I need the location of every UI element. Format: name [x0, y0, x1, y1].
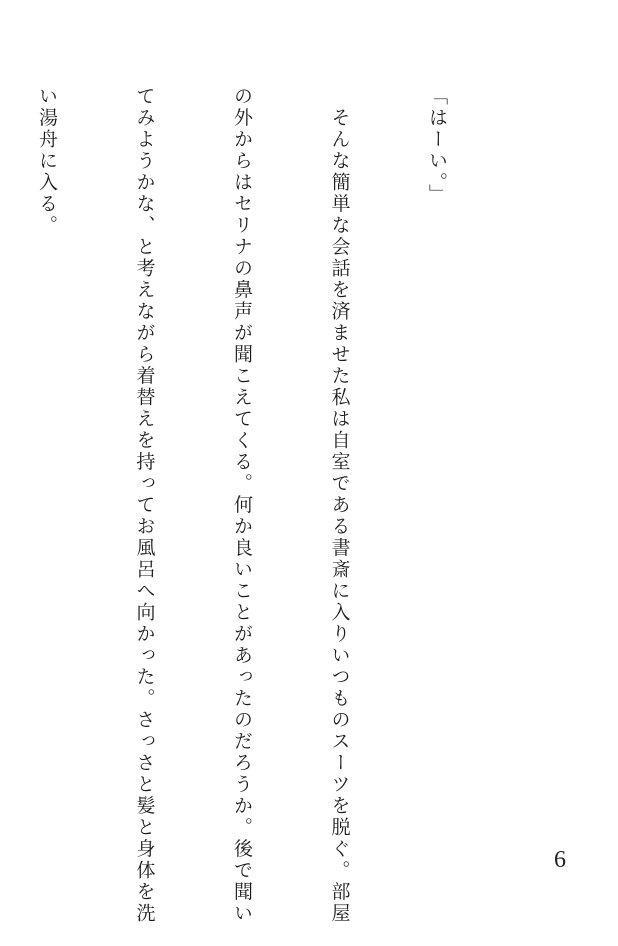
text-line: の外からはセリナの鼻声が聞こえてくる。何か良いことがあったのだろうか。後で聞い [231, 86, 253, 925]
text-line: てみようかな、と考えながら着替えを持ってお風呂へ向かった。さっさと髪と身体を洗 [133, 86, 156, 925]
text-line: そんな簡単な会話を済ませた私は自室である書斎に入りいつものスーツを脱ぐ。部屋 [328, 86, 351, 925]
text-line: 「はーい。」 [426, 86, 448, 206]
vertical-text-body [0, 86, 518, 925]
text-line: い湯舟に入る。 [36, 86, 58, 237]
page-number: 6 [554, 847, 566, 873]
